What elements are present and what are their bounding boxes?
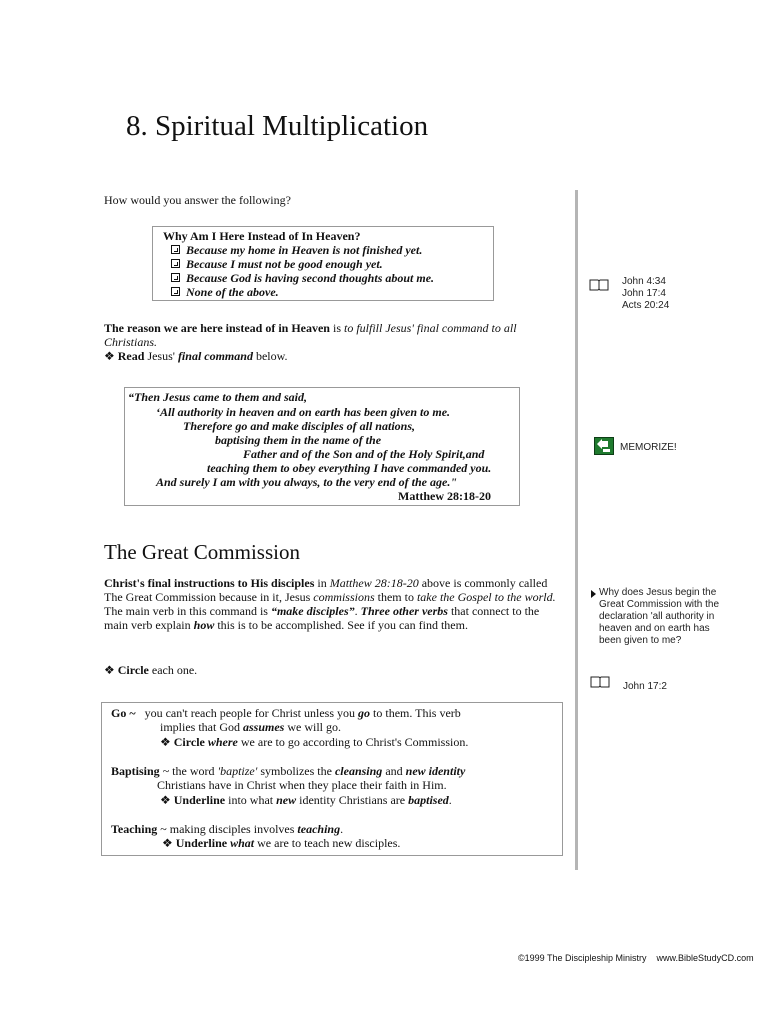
quote-line: baptising them in the name of the	[215, 433, 382, 447]
memorize-icon	[594, 437, 614, 455]
triangle-bullet-icon	[591, 590, 596, 598]
checkbox-icon	[171, 245, 180, 254]
teaching-line-1: Teaching ~ making disciples involves teaching.	[111, 822, 344, 836]
quote-line: teaching them to obey everything I have commanded you.	[207, 461, 492, 475]
intro-text: How would you answer the following?	[104, 193, 291, 207]
verbs-box	[101, 702, 563, 856]
reason-text: The reason we are here instead of in Heaven is to fulfill Jesus' final command to all Christians.	[104, 321, 517, 349]
section-title: The Great Commission	[104, 540, 300, 564]
option-3: Because God is having second thoughts about me.	[171, 271, 434, 286]
checkbox-icon	[171, 259, 180, 268]
footer: ©1999 The Discipleship Ministry www.BibleStudyCD.com	[518, 953, 754, 963]
open-book-icon	[589, 278, 609, 291]
option-2: Because I must not be good enough yet.	[171, 257, 383, 272]
quote-line: “Then Jesus came to them and said,	[128, 390, 308, 404]
quote-line: ‘All authority in heaven and on earth has been given to me.	[156, 405, 451, 419]
quote-reference: Matthew 28:18-20	[398, 489, 491, 503]
sidebar-question: Why does Jesus begin the Great Commission with the declaration 'all authority in heaven and on earth has been given to me?	[599, 587, 720, 646]
quote-line: Therefore go and make disciples of all nations,	[183, 419, 415, 433]
quote-line: Father and of the Son and of the Holy Spirit,and	[243, 447, 485, 461]
scripture-quote-box	[124, 387, 520, 506]
question-title: Why Am I Here Instead of In Heaven?	[163, 229, 361, 243]
quote-line: And surely I am with you always, to the very end of the age."	[156, 475, 457, 489]
circle-instruction: ❖ Circle each one.	[104, 663, 198, 677]
question-box	[152, 226, 494, 301]
baptising-line-2: Christians have in Christ when they place their faith in Him.	[157, 778, 447, 792]
scripture-refs: John 4:34 John 17:4 Acts 20:24	[622, 276, 670, 311]
margin-divider	[575, 190, 578, 870]
go-line-3: ❖ Circle where we are to go according to Christ's Commission.	[160, 735, 469, 749]
baptising-line-3: ❖ Underline into what new identity Christians are baptised.	[160, 793, 452, 807]
go-line-2: implies that God assumes we will go.	[160, 720, 342, 734]
diamond-bullet-icon: ❖	[104, 663, 115, 677]
teaching-line-2: ❖ Underline what we are to teach new disciples.	[162, 836, 401, 850]
option-1: Because my home in Heaven is not finished yet.	[171, 243, 422, 258]
page-title: 8. Spiritual Multiplication	[126, 110, 429, 142]
option-4: None of the above.	[171, 285, 279, 300]
go-line-1: Go ~ you can't reach people for Christ unless you go to them. This verb	[111, 706, 461, 720]
open-book-icon	[590, 675, 610, 688]
checkbox-icon	[171, 273, 180, 282]
commission-paragraph: Christ's final instructions to His disciples in Matthew 28:18-20 above is commonly called The Great Commission because in it, Jesus commissions them to take the Gospel to the world. The main verb in this command is “make disciples”. Three other verbs that connect to the main verb explain how this is to be accomplished. See if you can find them.	[104, 576, 556, 632]
baptising-line-1: Baptising ~ the word 'baptize' symbolizes the cleansing and new identity	[111, 764, 466, 778]
checkbox-icon	[171, 287, 180, 296]
memorize-label: MEMORIZE!	[620, 442, 677, 453]
diamond-bullet-icon: ❖	[104, 349, 115, 363]
scripture-ref-2: John 17:2	[623, 681, 667, 692]
read-instruction: ❖ Read Jesus' final command below.	[104, 349, 288, 363]
